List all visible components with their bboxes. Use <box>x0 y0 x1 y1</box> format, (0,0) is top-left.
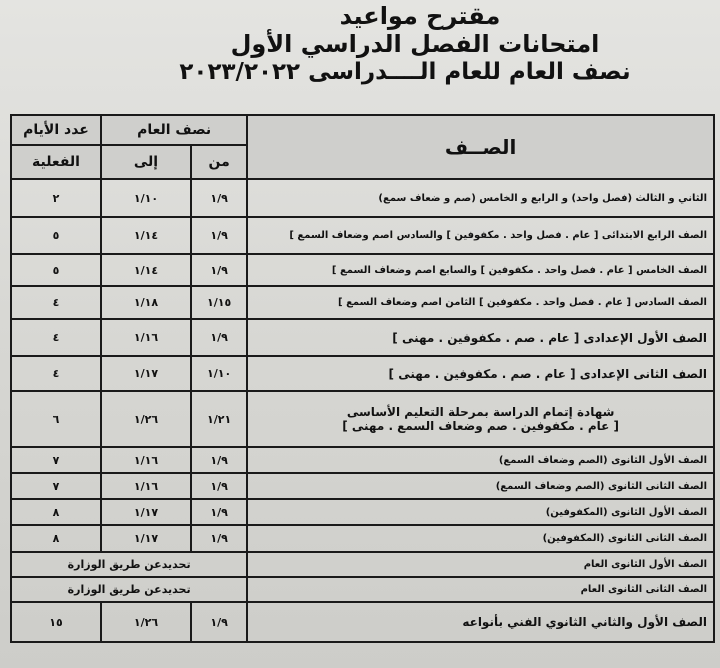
table-row <box>11 391 714 447</box>
to-cell: ١/١٨ <box>101 286 191 319</box>
to-cell: ١/٢٦ <box>101 602 191 642</box>
to-cell: ١/١٦ <box>101 319 191 356</box>
to-cell: ١/١٠ <box>101 179 191 217</box>
header-grade: الصــف <box>247 115 714 179</box>
header-days-2: الفعلية <box>11 145 101 179</box>
table-row <box>11 473 714 499</box>
from-cell: ١/٩ <box>191 179 247 217</box>
days-cell: ٦ <box>11 391 101 447</box>
grade-cell: الصف الخامس [ عام . فصل واحد . مكفوفين ] والسابع اصم وضعاف السمع ] <box>247 254 714 286</box>
ministry-cell: تحديدعن طريق الوزارة <box>11 552 247 577</box>
days-cell: ٤ <box>11 319 101 356</box>
from-cell: ١/٩ <box>191 473 247 499</box>
exam-schedule-table <box>10 114 715 643</box>
from-cell: ١/٩ <box>191 499 247 525</box>
grade-cell: الصف الأول الثانوى (الصم وضعاف السمع) <box>247 447 714 473</box>
days-cell: ٧ <box>11 473 101 499</box>
days-cell: ٥ <box>11 254 101 286</box>
table-row <box>11 286 714 319</box>
title-line-3: نصف العام للعام الــــدراسى ٢٠٢٣/٢٠٢٢ <box>179 59 631 85</box>
from-cell: ١/٩ <box>191 447 247 473</box>
grade-cell: الصف الأول الإعدادى [ عام . صم . مكفوفين . مهنى ] <box>247 319 714 356</box>
to-cell: ١/١٧ <box>101 499 191 525</box>
to-cell: ١/١٦ <box>101 447 191 473</box>
days-cell: ٤ <box>11 356 101 391</box>
document-header <box>0 2 720 86</box>
title-line-1: مقترح مواعيد <box>339 2 501 30</box>
header-days-1: عدد الأيام <box>11 115 101 145</box>
from-cell: ١/٩ <box>191 254 247 286</box>
table-row <box>11 525 714 552</box>
grade-cell: الصف الثانى الثانوى (المكفوفين) <box>247 525 714 552</box>
from-cell: ١/٩ <box>191 319 247 356</box>
to-cell: ١/١٧ <box>101 356 191 391</box>
grade-cell: الصف الأول والثاني الثانوي الفني بأنواعه <box>247 602 714 642</box>
table-row <box>11 577 714 602</box>
ministry-cell: تحديدعن طريق الوزارة <box>11 577 247 602</box>
table-row <box>11 552 714 577</box>
days-cell: ٧ <box>11 447 101 473</box>
from-cell: ١/١٠ <box>191 356 247 391</box>
table-row <box>11 254 714 286</box>
table-row <box>11 179 714 217</box>
from-cell: ١/٩ <box>191 217 247 254</box>
grade-cell: الصف الثانى الثانوى (الصم وضعاف السمع) <box>247 473 714 499</box>
days-cell: ٨ <box>11 499 101 525</box>
days-cell: ١٥ <box>11 602 101 642</box>
grade-line-2: [ عام . مكفوفين . صم وضعاف السمع . مهنى ] <box>342 419 620 433</box>
to-cell: ١/١٤ <box>101 217 191 254</box>
grade-cell: الصف الأول الثانوى العام <box>247 552 714 577</box>
grade-cell: الصف الثانى الإعدادى [ عام . صم . مكفوفين . مهنى ] <box>247 356 714 391</box>
from-cell: ١/١٥ <box>191 286 247 319</box>
grade-cell <box>247 391 714 447</box>
from-cell: ١/٢١ <box>191 391 247 447</box>
from-cell: ١/٩ <box>191 525 247 552</box>
table-row <box>11 447 714 473</box>
grade-cell: الصف السادس [ عام . فصل واحد . مكفوفين ] الثامن اصم وضعاف السمع ] <box>247 286 714 319</box>
table-row <box>11 602 714 642</box>
table-row <box>11 319 714 356</box>
grade-line-1: شهادة إتمام الدراسة بمرحلة التعليم الأساسى <box>346 405 615 419</box>
table-row <box>11 356 714 391</box>
header-from: من <box>191 145 247 179</box>
title-line-2: امتحانات الفصل الدراسي الأول <box>230 30 600 58</box>
table-row <box>11 499 714 525</box>
to-cell: ١/١٧ <box>101 525 191 552</box>
to-cell: ١/١٤ <box>101 254 191 286</box>
grade-cell: الصف الرابع الابتدائى [ عام . فصل واحد . مكفوفين ] والسادس اصم وضعاف السمع ] <box>247 217 714 254</box>
from-cell: ١/٩ <box>191 602 247 642</box>
grade-cell: الصف الأول الثانوى (المكفوفين) <box>247 499 714 525</box>
to-cell: ١/٢٦ <box>101 391 191 447</box>
days-cell: ٤ <box>11 286 101 319</box>
days-cell: ٨ <box>11 525 101 552</box>
header-midyear: نصف العام <box>101 115 247 145</box>
days-cell: ٥ <box>11 217 101 254</box>
days-cell: ٢ <box>11 179 101 217</box>
header-to: إلى <box>101 145 191 179</box>
grade-cell: الصف الثانى الثانوى العام <box>247 577 714 602</box>
grade-cell: الثاني و الثالث (فصل واحد) و الرابع و الخامس (صم و ضعاف سمع) <box>247 179 714 217</box>
to-cell: ١/١٦ <box>101 473 191 499</box>
table-row <box>11 217 714 254</box>
